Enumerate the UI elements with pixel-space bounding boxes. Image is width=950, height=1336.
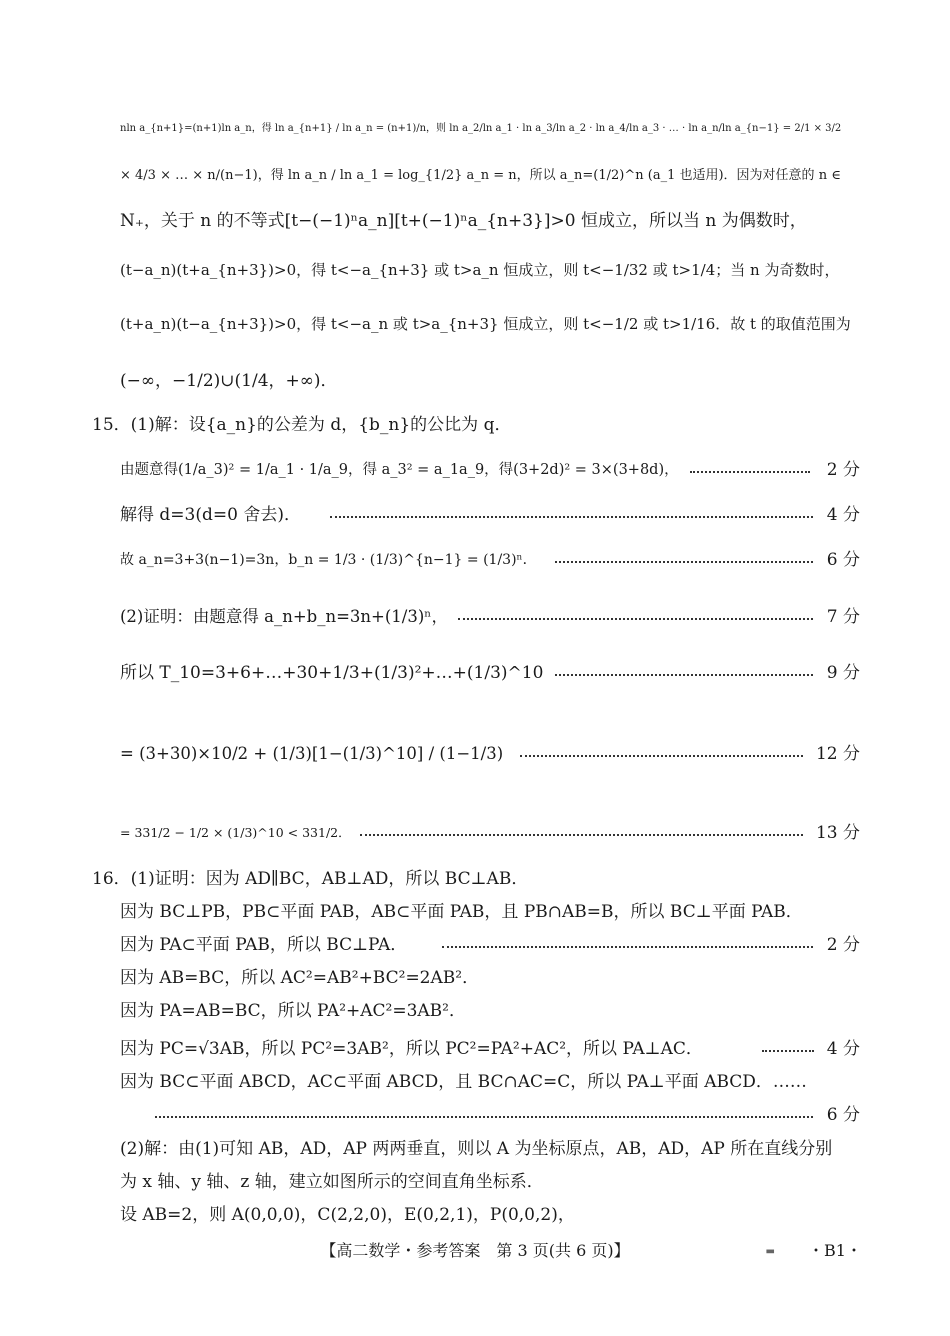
step-text: = (3+30)×10/2 + (1/3)[1−(1/3)^10] / (1−1/3): [120, 744, 504, 763]
step-text: 为 x 轴、y 轴、z 轴，建立如图所示的空间直角坐标系．: [120, 1172, 544, 1192]
score-label: 2 分: [826, 935, 860, 955]
step-text: 因为 BC⊂平面 ABCD，AC⊂平面 ABCD，且 BC∩AC=C，所以 PA⊥平面 ABCD．……: [120, 1072, 807, 1092]
formula-text: N₊，关于 n 的不等式[t−(−1)ⁿa_n][t+(−1)ⁿa_{n+3}]>0 恒成立，所以当 n 为偶数时，: [120, 211, 807, 231]
step-text: = 331/2 − 1/2 × (1/3)^10 < 331/2．: [120, 825, 351, 840]
step-text: 因为 PA=AB=BC，所以 PA²+AC²=3AB²．: [120, 1001, 466, 1021]
score-label: 4 分: [826, 505, 860, 525]
score-label: 2 分: [826, 460, 860, 480]
step-text: 因为 PA⊂平面 PAB，所以 BC⊥PA．: [120, 935, 408, 955]
step-text: 因为 AB=BC，所以 AC²=AB²+BC²=2AB²．: [120, 968, 480, 988]
leader-dots: [155, 1116, 813, 1118]
score-label: 12 分: [815, 744, 860, 764]
score-label: 6 分: [826, 1105, 860, 1125]
leader-dots: [458, 618, 813, 620]
leader-dots: [690, 471, 810, 473]
leader-dots: [555, 674, 813, 676]
score-label: 7 分: [826, 607, 860, 627]
page-footer: 【高二数学・参考答案 第 3 页(共 6 页)】: [320, 1241, 630, 1260]
leader-dots: [555, 561, 813, 563]
step-text: 因为 PC=√3AB，所以 PC²=3AB²，所以 PC²=PA²+AC²，所以 PA⊥AC．: [120, 1039, 703, 1059]
score-label: 9 分: [826, 663, 860, 683]
score-label: 4 分: [826, 1039, 860, 1059]
question-heading: 15．(1)解：设{a_n}的公差为 d，{b_n}的公比为 q．: [92, 415, 512, 435]
formula-text: (−∞，−1/2)∪(1/4，+∞)．: [120, 371, 338, 391]
step-text: (2)证明：由题意得 a_n+b_n=3n+(1/3)ⁿ，: [120, 607, 448, 626]
step-text: 所以 T_10=3+6+…+30+1/3+(1/3)²+…+(1/3)^10: [120, 663, 544, 683]
question-heading: 16．(1)证明：因为 AD∥BC，AB⊥AD，所以 BC⊥AB．: [92, 869, 529, 889]
leader-dots: [330, 516, 813, 518]
leader-dots: [520, 755, 803, 757]
step-text: 因为 BC⊥PB，PB⊂平面 PAB，AB⊂平面 PAB，且 PB∩AB=B，所以 BC⊥平面 PAB．: [120, 902, 803, 922]
score-label: 6 分: [826, 550, 860, 570]
step-text: (2)解：由(1)可知 AB，AD，AP 两两垂直，则以 A 为坐标原点，AB，AD，AP 所在直线分别: [120, 1139, 833, 1159]
leader-dots: [442, 946, 813, 948]
formula-text: × 4/3 × … × n/(n−1)，得 ln a_n / ln a_1 = log_{1/2} a_n = n，所以 a_n=(1/2)^n (a_1 也适用)．因为对任意的 n ∈: [120, 168, 841, 183]
footer-mark: ▬: [765, 1246, 775, 1257]
step-text: 故 a_n=3+3(n−1)=3n，b_n = 1/3 · (1/3)^{n−1} = (1/3)ⁿ．: [120, 552, 537, 568]
page-code: ・B1・: [808, 1241, 862, 1260]
formula-text: (t+a_n)(t−a_{n+3})>0，得 t<−a_n 或 t>a_{n+3} 恒成立，则 t<−1/2 或 t>1/16．故 t 的取值范围为: [120, 315, 851, 333]
step-text: 解得 d=3(d=0 舍去)．: [120, 505, 301, 525]
formula-text: (t−a_n)(t+a_{n+3})>0，得 t<−a_{n+3} 或 t>a_n 恒成立，则 t<−1/32 或 t>1/4；当 n 为奇数时，: [120, 261, 840, 279]
leader-dots: [360, 834, 803, 836]
step-text: 由题意得(1/a_3)² = 1/a_1 · 1/a_9，得 a_3² = a_1a_9，得(3+2d)² = 3×(3+8d)，: [120, 462, 679, 478]
score-label: 13 分: [815, 823, 860, 843]
formula-text: nln a_{n+1}=(n+1)ln a_n，得 ln a_{n+1} / ln a_n = (n+1)/n，则 ln a_2/ln a_1 · ln a_3/ln a_2 · ln a_4/ln a_3 · … · ln a_n/ln a_{n−1} = 2/1 × 3/2: [120, 123, 842, 134]
step-text: 设 AB=2，则 A(0,0,0)，C(2,2,0)，E(0,2,1)，P(0,0,2)，: [120, 1205, 575, 1225]
leader-dots: [762, 1050, 814, 1052]
